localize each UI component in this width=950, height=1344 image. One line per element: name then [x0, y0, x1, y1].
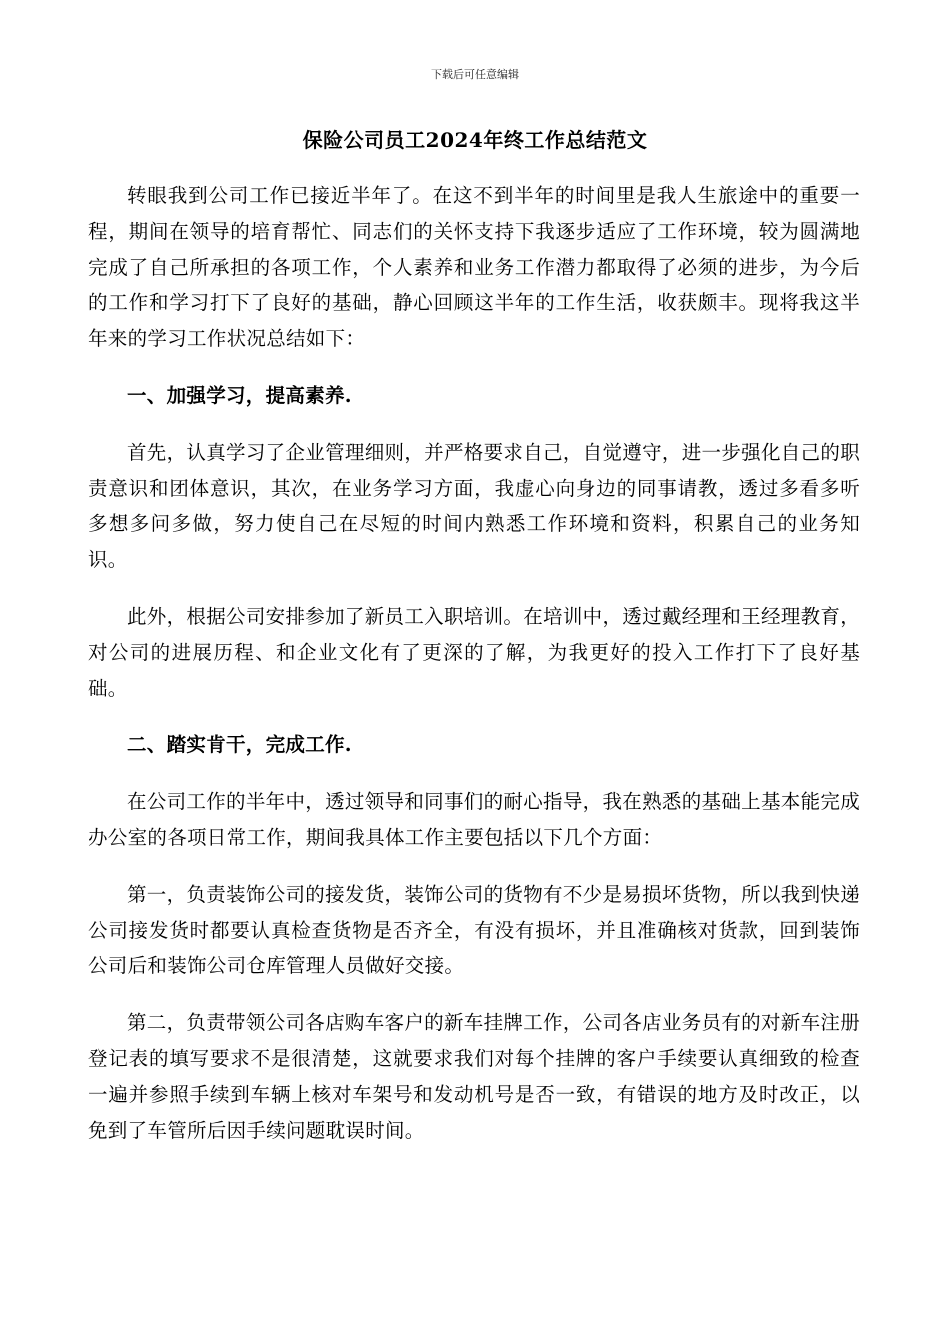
document-body: [88, 178, 860, 1169]
document-title: 保险公司员工2024年终工作总结范文: [302, 128, 648, 152]
paragraph-study: 首先，认真学习了企业管理细则，并严格要求自己，自觉遵守，进一步强化自己的职责意识和团体意识，其次，在业务学习方面，我虚心向身边的同事请教，透过多看多听多想多问多做，努力使自己在尽短的时间内熟悉工作环境和资料，积累自己的业务知识。: [88, 440, 860, 572]
section-heading-2: 二、踏实肯干，完成工作.: [127, 733, 352, 757]
paragraph-work-overview: 在公司工作的半年中，透过领导和同事们的耐心指导，我在熟悉的基础上基本能完成办公室的各项日常工作，期间我具体工作主要包括以下几个方面：: [88, 790, 860, 849]
paragraph-training: 此外，根据公司安排参加了新员工入职培训。在培训中，透过戴经理和王经理教育，对公司的进展历程、和企业文化有了更深的了解，为我更好的投入工作打下了良好基础。: [88, 604, 860, 700]
paragraph-work-second: 第二，负责带领公司各店购车客户的新车挂牌工作，公司各店业务员有的对新车注册登记表的填写要求不是很清楚，这就要求我们对每个挂牌的客户手续要认真细致的检查一遍并参照手续到车辆上核对车架号和发动机号是否一致，有错误的地方及时改正，以免到了车管所后因手续问题耽误时间。: [88, 1011, 860, 1142]
paragraph-intro: 转眼我到公司工作已接近半年了。在这不到半年的时间里是我人生旅途中的重要一程，期间在领导的培育帮忙、同志们的关怀支持下我逐步适应了工作环境，较为圆满地完成了自己所承担的各项工作，个人素养和业务工作潜力都取得了必须的进步，为今后的工作和学习打下了良好的基础，静心回顾这半年的工作生活，收获颇丰。现将我这半年来的学习工作状况总结如下：: [88, 184, 860, 351]
header-note: 下载后可任意编辑: [431, 68, 519, 81]
section-heading-1: 一、加强学习，提高素养.: [127, 383, 352, 407]
paragraph-work-first: 第一，负责装饰公司的接发货，装饰公司的货物有不少是易损坏货物，所以我到快递公司接发货时都要认真检查货物是否齐全，有没有损坏，并且准确核对货款，回到装饰公司后和装饰公司仓库管理人员做好交接。: [88, 882, 860, 978]
